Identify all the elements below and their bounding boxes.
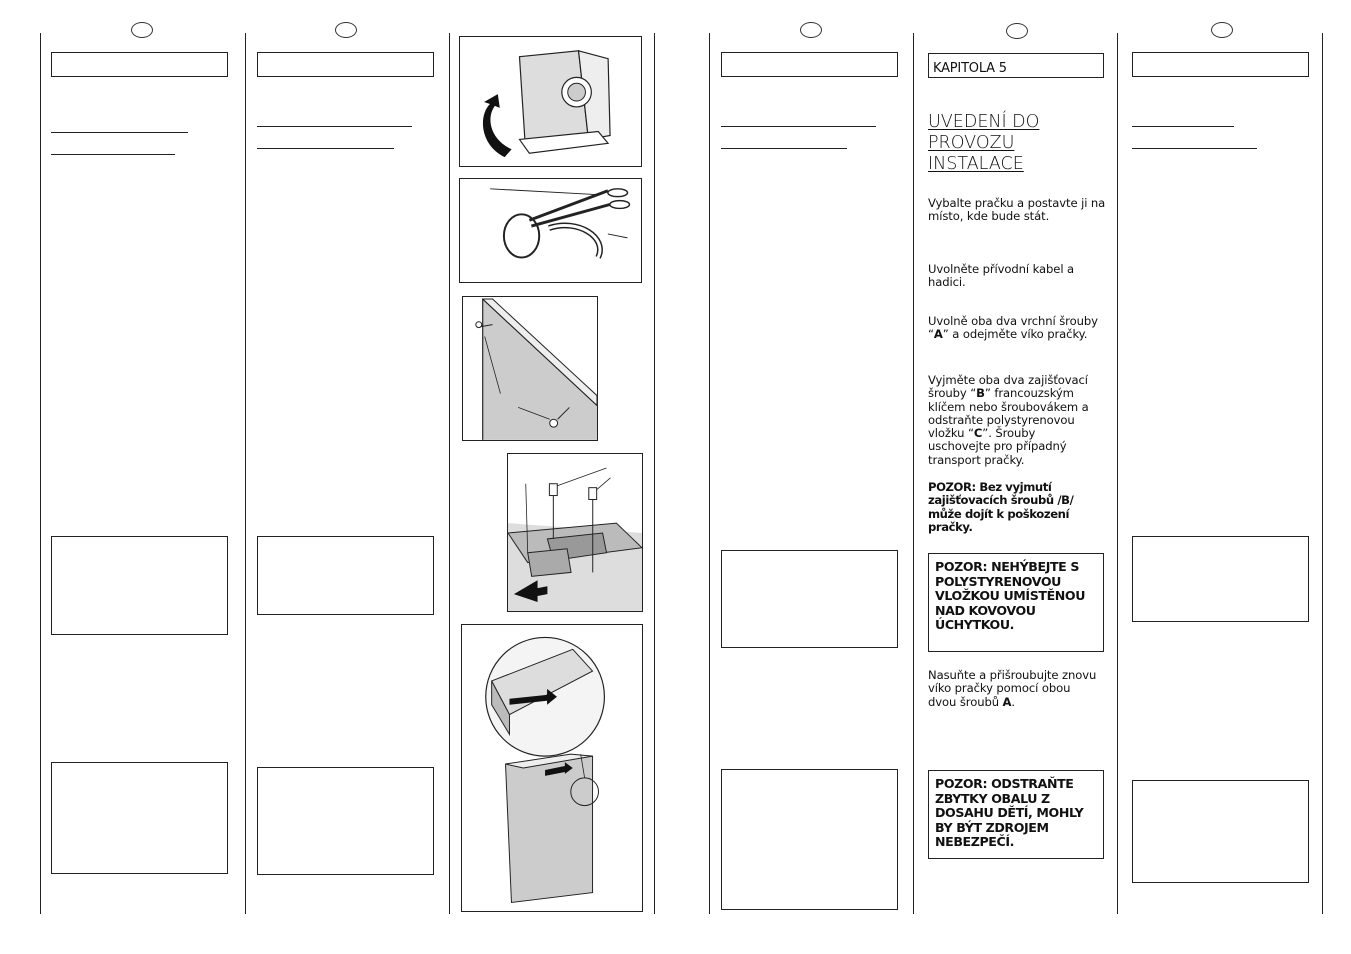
title-underline: [721, 148, 847, 149]
title-underline: [257, 148, 394, 149]
chapter-header: [928, 53, 1104, 78]
remove-top-screws-icon: [463, 297, 597, 440]
chapter-header-box: [51, 52, 228, 77]
warning-box-empty: [51, 762, 228, 874]
bolt-label-b: B: [976, 386, 985, 401]
title-underline: [51, 132, 188, 133]
title-underline: [51, 154, 175, 155]
language-marker-circle: [1006, 23, 1028, 39]
title-underline: [257, 126, 412, 127]
slide-top-cover-icon: [462, 625, 642, 911]
column-divider: [709, 33, 710, 914]
cut-cable-tie-icon: [460, 179, 641, 282]
language-marker-circle: [800, 22, 822, 38]
remove-transit-bolts-icon: [508, 454, 642, 611]
instruction-release-cable: Uvolněte přívodní kabel a hadici.: [928, 262, 1075, 290]
warning-box-empty: [257, 536, 434, 615]
column-divider: [1117, 33, 1118, 914]
bolts-warning: POZOR: Bez vyjmutí zajišťovacích šroubů /B/ může dojít k poškození pračky.: [928, 480, 1074, 534]
title-line: PROVOZU: [928, 133, 1015, 153]
warning-box-empty: [1132, 536, 1309, 622]
column-divider: [449, 33, 450, 914]
language-marker-circle: [131, 22, 153, 38]
page-title: [928, 112, 1039, 175]
figure-slide-cover: [461, 624, 643, 912]
packaging-warning-box: POZOR: ODSTRAŇTE ZBYTKY OBALU Z DOSAHU DĚTÍ, MOHLY BY BÝT ZDROJEM NEBEZPEČÍ.: [928, 770, 1104, 859]
language-marker-circle: [335, 22, 357, 38]
instruction-remove-lid: Uvolně oba dva vrchní šrouby “A” a odejměte víko pračky.: [928, 314, 1098, 342]
title-underline: [1132, 126, 1234, 127]
screw-label-a: A: [933, 327, 943, 342]
figure-transit-bolts: [507, 453, 643, 612]
column-divider: [654, 33, 655, 914]
instruction-unpack: Vybalte pračku a postavte ji na místo, kde bude stát.: [928, 196, 1106, 224]
title-line: INSTALACE: [928, 154, 1024, 174]
column-divider: [913, 33, 914, 914]
title-line: UVEDENÍ DO: [928, 112, 1040, 132]
language-marker-circle: [1211, 22, 1233, 38]
polystyrene-warning-box: POZOR: NEHÝBEJTE S POLYSTYRENOVOU VLOŽKOU UMÍSTĚNOU NAD KOVOVOU ÚCHYTKOU.: [928, 553, 1104, 652]
warning-box-empty: [721, 550, 898, 648]
screw-label-a: A: [1002, 694, 1012, 709]
chapter-header-box: [257, 52, 434, 77]
column-divider: [245, 33, 246, 914]
chapter-label: KAPITOLA 5: [933, 61, 1007, 76]
insert-label-c: C: [973, 426, 983, 441]
figure-cut-ties: [459, 178, 642, 283]
warning-box-empty: [51, 536, 228, 635]
title-underline: [1132, 148, 1257, 149]
chapter-header-box: [721, 52, 898, 77]
title-underline: [721, 126, 876, 127]
chapter-header-box: [1132, 52, 1309, 77]
warning-box-empty: [257, 767, 434, 875]
warning-box-empty: [1132, 780, 1309, 883]
figure-unpack: [459, 36, 642, 167]
column-divider: [40, 33, 41, 914]
instruction-remove-bolts: Vyjměte oba dva zajišťovací šrouby “B” francouzským klíčem nebo šroubovákem a odstraňte polystyrenovou vložku “C”. Šrouby uschovejte pro případný transport pračky.: [928, 373, 1089, 467]
washing-machine-unpack-icon: [460, 37, 641, 166]
warning-box-empty: [721, 769, 898, 910]
figure-top-screws: [462, 296, 598, 441]
instruction-refit-lid: Nasuňte a přišroubujte znovu víko pračky pomocí obou dvou šroubů A.: [928, 668, 1097, 709]
column-divider: [1322, 33, 1323, 914]
